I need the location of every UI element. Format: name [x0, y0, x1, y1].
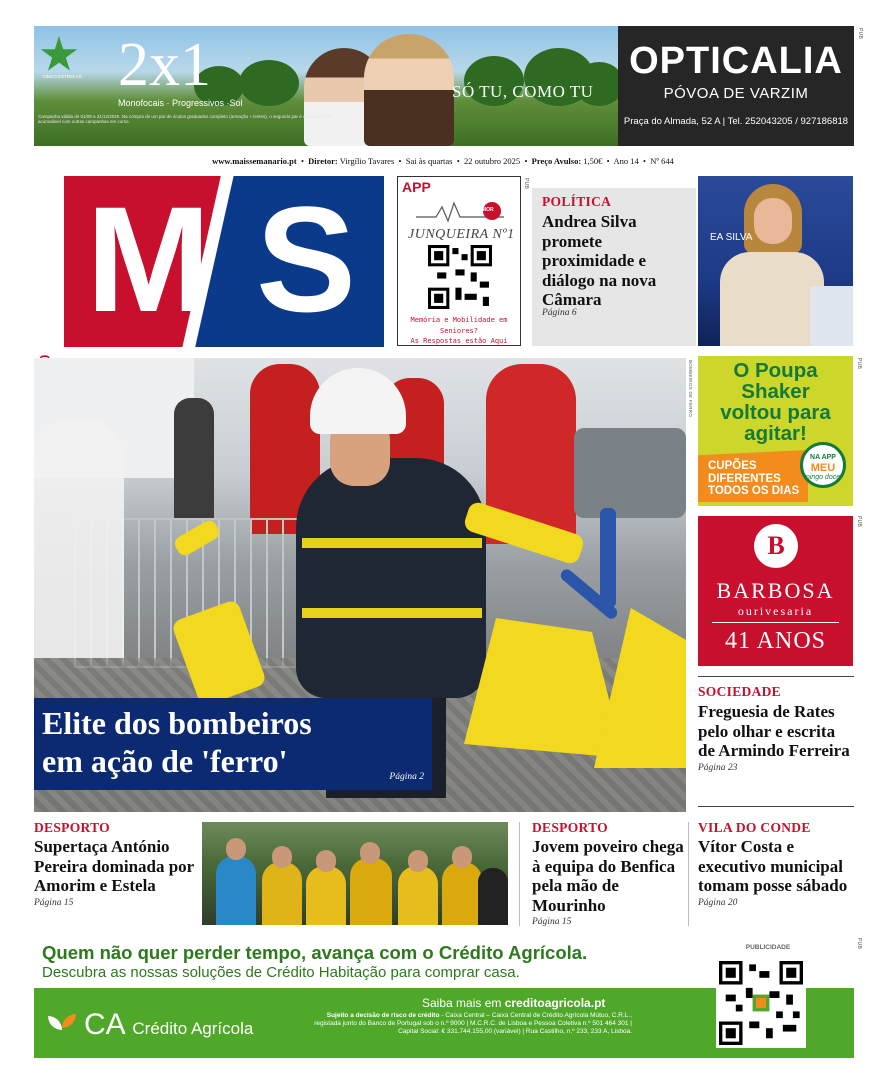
section-label: SOCIEDADE	[698, 684, 781, 699]
publicidade-label: PUBLICIDADE	[745, 944, 791, 951]
page-ref: Página 2	[389, 772, 424, 782]
barbosa-logo-icon: B	[754, 524, 798, 568]
vila-do-conde-story[interactable]	[698, 820, 854, 908]
coupon-text: CUPÕES DIFERENTES TODOS OS DIAS	[708, 460, 800, 497]
senior-badge: SENIOR	[474, 207, 494, 213]
man-figure	[364, 34, 454, 146]
ca-logo: CA Crédito Agrícola	[84, 1008, 254, 1041]
junqueira-app-ad[interactable]	[397, 176, 521, 346]
opticalia-logo: OPTICALIA	[629, 40, 843, 82]
ad-question: Quem não quer perder tempo, avança com o Crédito Agrícola.	[42, 942, 588, 963]
desporto-story-1[interactable]	[34, 820, 198, 908]
app-badge: NA APP MEU pingo doce	[800, 442, 846, 488]
page-ref: Página 23	[698, 762, 738, 773]
desporto-story-2[interactable]	[532, 820, 688, 927]
credito-agricola-ad[interactable]	[34, 936, 854, 1058]
opticalia-banner-ad[interactable]	[34, 26, 854, 146]
section-label: DESPORTO	[532, 820, 608, 835]
supertaca-team-photo[interactable]	[202, 822, 508, 925]
pub-label: PUB	[856, 358, 862, 370]
section-label: POLÍTICA	[542, 194, 612, 209]
app-title: JUNQUEIRA Nº1	[408, 227, 515, 242]
page-ref: Página 6	[542, 308, 577, 318]
issue-date: 22 outubro 2025	[463, 156, 521, 166]
page-ref: Página 15	[532, 917, 572, 927]
year: Ano 14	[613, 156, 639, 166]
pub-label: PUB	[856, 938, 862, 950]
main-headline[interactable]: Elite dos bombeiros em ação de 'ferro'	[42, 705, 312, 779]
ad-title: O Poupa Shaker voltou para agitar!	[720, 359, 831, 445]
politica-photo[interactable]	[698, 176, 853, 346]
barbosa-ourivesaria-ad[interactable]	[698, 516, 853, 666]
pub-label: PUB	[857, 28, 863, 40]
sociedade-story[interactable]	[698, 684, 854, 773]
logo-letter-m: M	[86, 176, 211, 343]
story-headline[interactable]: Vítor Costa e executivo municipal tomam posse sábado	[698, 837, 848, 895]
story-headline[interactable]: Supertaça António Pereira dominada por Amorim e Estela	[34, 837, 194, 895]
qr-code-icon[interactable]	[428, 245, 492, 309]
politica-story[interactable]	[532, 188, 696, 346]
release-day: Sai às quartas	[405, 156, 453, 166]
logo-letter-s: S	[256, 176, 357, 343]
offer-subtitle: Monofocais · Progressivos ·Sol	[118, 98, 243, 108]
director-name: Virgílio Tavares	[339, 156, 395, 166]
opticalia-store-panel	[618, 26, 854, 146]
barbosa-sub: ourivesaria	[737, 604, 814, 618]
app-tagline: Memória e Mobilidade em Seniores? As Respostas estão Aqui	[410, 316, 508, 345]
pub-label: PUB	[523, 178, 529, 190]
app-label: APP	[402, 179, 431, 195]
price-label: Preço Avulso:	[531, 156, 582, 166]
photo-credit: BOMBEIROS DE FERRO	[688, 360, 693, 418]
section-label: VILA DO CONDE	[698, 820, 811, 835]
ad-more-link[interactable]: Saiba mais em creditoagricola.pt	[422, 996, 606, 1010]
price: 1,50€	[583, 156, 603, 166]
barbosa-years: 41 ANOS	[724, 628, 827, 654]
badge-label: CINCO ESTRELAS	[42, 74, 82, 79]
director-label: Diretor:	[308, 156, 338, 166]
story-headline[interactable]: Freguesia de Rates pelo olhar e escrita de Armindo Ferreira	[698, 702, 850, 760]
story-headline[interactable]: Andrea Silva promete proximidade e diálogo na nova Câmara	[542, 212, 657, 309]
masthead-info-line: www.maissemanario.pt • Diretor: Virgílio Tavares • Sai às quartas • 22 outubro 2025 • Preço Avulso: 1,50€ • Ano 14 • Nº 644	[212, 156, 674, 166]
page-ref: Página 20	[698, 897, 738, 908]
issue-number: Nº 644	[650, 156, 674, 166]
site-url[interactable]: www.maissemanario.pt	[212, 156, 297, 166]
qr-code-icon[interactable]	[716, 958, 806, 1048]
barbosa-name: BARBOSA	[716, 578, 835, 603]
photo-banner-text: EA SILVA	[710, 232, 753, 243]
ms-logo[interactable]	[64, 176, 384, 347]
store-address: Praça do Almada, 52 A | Tel. 252043205 / 927186818	[623, 116, 849, 127]
page-ref: Página 15	[34, 897, 74, 908]
main-story-headline-box[interactable]	[34, 698, 432, 790]
offer-text: 2x1	[118, 31, 211, 99]
pingo-doce-poupa-ad[interactable]	[698, 356, 853, 506]
ad-slogan: SÓ TU, COMO TU	[452, 82, 594, 101]
store-city: PÓVOA DE VARZIM	[663, 85, 809, 102]
ad-legal-text: Sujeito a decisão de risco de crédito - Caixa Central – Caixa Central de Crédito Agrícola Mútuo, C.R.L., registada junto do Banco de Portugal sob o n.º 9000 | M.C.R.C. de Lisboa e Pessoa Coletiva n.º 501 464 301 | Capital Social: € 331.744.155,00 (variável) | Rua Castilho, n.º 233, 233 A, Lisboa.	[314, 1012, 632, 1035]
ad-smallprint: Campanha válida de 01/09 a 31/12/2025. Na compra de um par de óculos graduados completo (armação + lentes), o segundo par é oferecido. Não acumulável com outras campanhas em curso.	[38, 114, 333, 125]
pub-label: PUB	[856, 516, 862, 528]
logo-side-text	[34, 176, 56, 348]
story-headline[interactable]: Jovem poveiro chega à equipa do Benfica pela mão de Mourinho	[532, 837, 684, 915]
section-label: DESPORTO	[34, 820, 110, 835]
ad-description: Descubra as nossas soluções de Crédito Habitação para comprar casa.	[42, 964, 520, 981]
